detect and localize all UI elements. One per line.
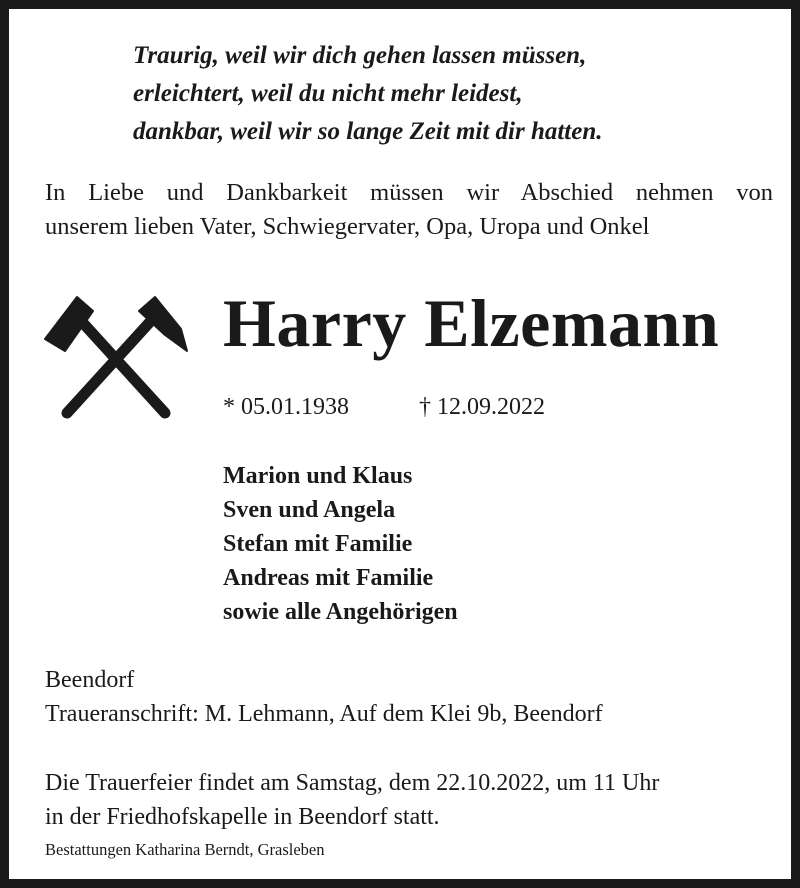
intro-line: unserem lieben Vater, Schwiegervater, Opa, Uropa und Onkel — [45, 213, 650, 240]
mourner: sowie alle Angehörigen — [223, 599, 458, 625]
birth-date: * 05.01.1938 — [223, 394, 349, 420]
intro-text — [45, 176, 773, 244]
funeral-home: Bestattungen Katharina Berndt, Grasleben — [45, 840, 325, 859]
ceremony-line: Die Trauerfeier findet am Samstag, dem 22.10.2022, um 11 Uhr — [45, 770, 660, 796]
poem — [133, 37, 603, 151]
poem-line: Traurig, weil wir dich gehen lassen müssen, — [133, 42, 587, 69]
crossed-hammers-icon — [43, 289, 189, 421]
mourner: Marion und Klaus — [223, 463, 413, 489]
mourner: Stefan mit Familie — [223, 531, 413, 557]
address-block — [45, 663, 603, 731]
poem-line: erleichtert, weil du nicht mehr leidest, — [133, 80, 523, 107]
place: Beendorf — [45, 667, 135, 693]
death-date: † 12.09.2022 — [419, 394, 545, 420]
mourners-list — [223, 459, 458, 629]
deceased-name: Harry Elzemann — [223, 285, 720, 361]
intro-line: In Liebe und Dankbarkeit müssen wir Abschied nehmen von — [45, 179, 773, 206]
mourning-address: Traueranschrift: M. Lehmann, Auf dem Klei 9b, Beendorf — [45, 701, 603, 727]
life-dates — [223, 392, 545, 422]
mourner: Sven und Angela — [223, 497, 396, 523]
ceremony-info — [45, 766, 659, 834]
poem-line: dankbar, weil wir so lange Zeit mit dir hatten. — [133, 118, 603, 145]
mourner: Andreas mit Familie — [223, 565, 434, 591]
ceremony-line: in der Friedhofskapelle in Beendorf statt. — [45, 804, 440, 830]
